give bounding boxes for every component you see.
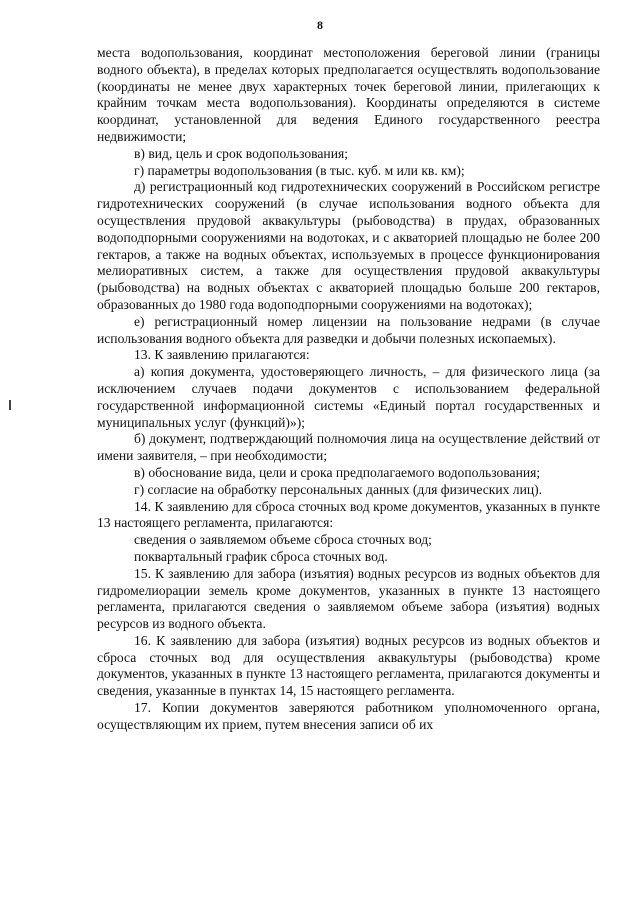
page-number: 8 — [317, 18, 323, 32]
margin-mark — [9, 400, 11, 410]
paragraph: 15. К заявлению для забора (изъятия) водных ресурсов из водных объектов для гидромелиорации земель кроме документов, указанных в пункте 13 настоящего регламента, прилагаются сведения о заявляемом объеме забора (изъятия) водных ресурсов из водного объекта. — [97, 565, 600, 632]
paragraph: места водопользования, координат местоположения береговой линии (границы водного объекта), в пределах которых предполагается осуществлять водопользование (координаты не менее двух характерных точек береговой линии, прилегающих к крайним точкам места водопользования). Координаты определяются в системе координат, установленной для ведения Единого государственного реестра недвижимости; — [97, 45, 600, 144]
paragraph: 17. Копии документов заверяются работником уполномоченного органа, осуществляющим их прием, путем внесения записи об их — [97, 700, 600, 732]
paragraph: б) документ, подтверждающий полномочия лица на осуществление действий от имени заявителя, – при необходимости; — [97, 431, 600, 464]
paragraph: в) обоснование вида, цели и срока предполагаемого водопользования; — [134, 464, 541, 480]
paragraph: 13. К заявлению прилагаются: — [134, 347, 310, 363]
paragraph: г) согласие на обработку персональных данных (для физических лиц). — [134, 481, 543, 497]
paragraph: е) регистрационный номер лицензии на пользование недрами (в случае использования водного объекта для разведки и добычи полезных ископаемых). — [97, 313, 600, 346]
paragraph: 14. К заявлению для сброса сточных вод кроме документов, указанных в пункте 13 настоящего регламента, прилагаются: — [97, 498, 600, 531]
paragraph: г) параметры водопользования (в тыс. куб. м или кв. км); — [134, 162, 465, 178]
paragraph: поквартальный график сброса сточных вод. — [134, 548, 388, 564]
paragraph: сведения о заявляемом объеме сброса сточных вод; — [134, 532, 432, 548]
paragraph: д) регистрационный код гидротехнических сооружений в Российском регистре гидротехнических сооружений (в случае использования водного объекта для осуществления прудовой аквакультуры (рыбоводства) в прудах, образованных водоподпорными сооружениями на водотоках, и с акваторией площадью не более 200 гектаров, а также на водных объектах, используемых в процессе функционирования мелиоративных систем, а также для осуществления прудовой аквакультуры (рыбоводства) на водных объектах с акваторией площадью больше 200 гектаров, образованных до 1980 года водоподпорными сооружениями на водотоках); — [97, 179, 600, 312]
paragraph: в) вид, цель и срок водопользования; — [134, 145, 349, 161]
paragraph: а) копия документа, удостоверяющего личность, – для физического лица (за исключением случаев подачи документов с использованием федеральной государственной информационной системы «Единый портал государственных и муниципальных услуг (функций)»); — [97, 364, 600, 430]
document-body — [97, 45, 600, 734]
paragraph: 16. К заявлению для забора (изъятия) водных ресурсов из водных объектов и сброса сточных вод для осуществления аквакультуры (рыбоводства) кроме документов, указанных в пункте 13 настоящего регламента, прилагаются документы и сведения, указанные в пунктах 14, 15 настоящего регламента. — [97, 632, 600, 699]
